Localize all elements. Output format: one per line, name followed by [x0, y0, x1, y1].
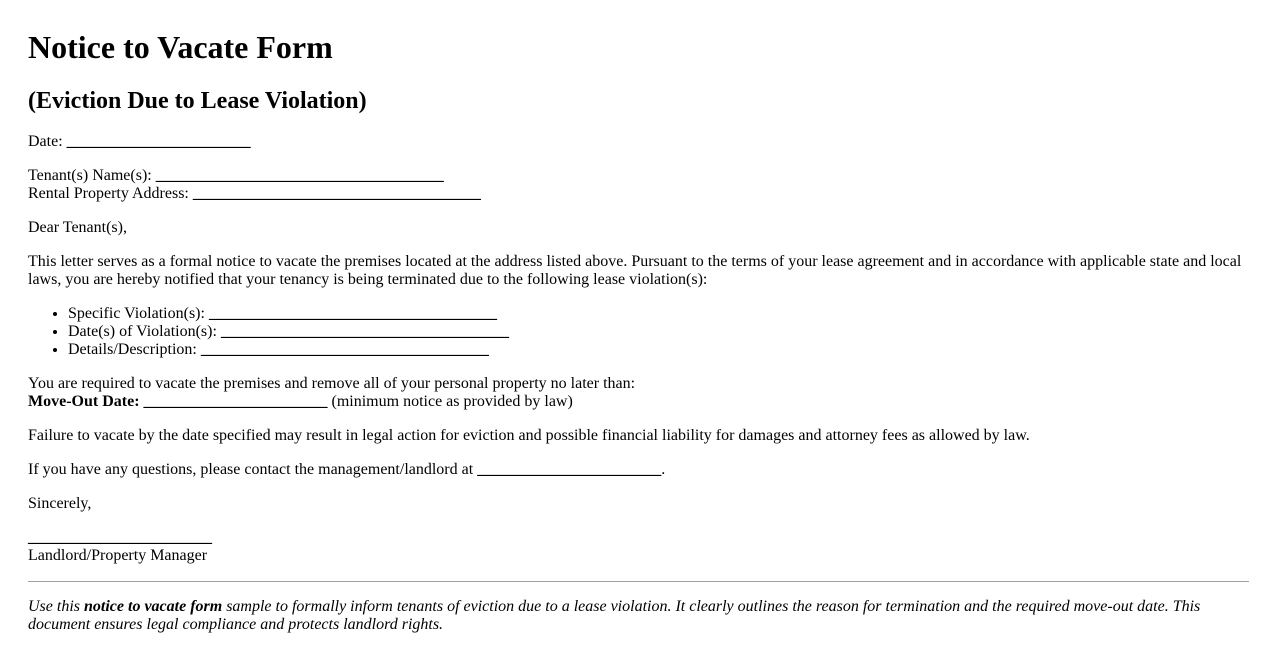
failure-paragraph: Failure to vacate by the date specified may result in legal action for eviction and possible financial liability for damages and attorney fees as allowed by law. [28, 427, 1030, 444]
contact-text: If you have any questions, please contact the management/landlord at [28, 461, 474, 478]
list-item [68, 323, 1250, 341]
tenant-label: Tenant(s) Name(s): [28, 167, 152, 184]
tenant-info [28, 167, 1250, 203]
signature-title: Landlord/Property Manager [28, 547, 208, 564]
footer-note [28, 598, 1250, 634]
details-blank: ____________________________________ [200, 341, 489, 358]
date-line [28, 133, 1250, 151]
violation-blank: ____________________________________ [208, 305, 497, 322]
move-out-note: (minimum notice as provided by law) [331, 393, 573, 410]
violation-label: Specific Violation(s): [68, 305, 205, 322]
page-title: Notice to Vacate Form [28, 29, 333, 65]
move-out-intro: You are required to vacate the premises and remove all of your personal property no later than: [28, 375, 636, 392]
list-item [68, 341, 1250, 359]
intro-paragraph: This letter serves as a formal notice to vacate the premises located at the address listed above. Pursuant to the terms of your lease agreement and in accordance with applicable state and local laws, you are hereby notified that your tenancy is being terminated due to the following lease violation(s): [28, 253, 1242, 288]
contact-end: . [661, 461, 666, 478]
violation-date-label: Date(s) of Violation(s): [68, 323, 217, 340]
date-label: Date: [28, 133, 63, 150]
tenant-blank: ____________________________________ [155, 167, 444, 184]
move-out-section [28, 375, 1250, 411]
list-item [68, 305, 1250, 323]
move-out-label: Move-Out Date: [28, 393, 140, 410]
closing: Sincerely, [28, 495, 92, 512]
footer-note-suffix: sample to formally inform tenants of eviction due to a lease violation. It clearly outlines the reason for termination and the required move-out date. This document ensures legal compliance and protects landlord rights. [28, 598, 1201, 633]
divider [28, 581, 1249, 582]
move-out-blank: _______________________ [143, 393, 328, 410]
salutation: Dear Tenant(s), [28, 219, 127, 236]
address-label: Rental Property Address: [28, 185, 189, 202]
contact-line [28, 461, 1250, 479]
address-blank: ____________________________________ [192, 185, 481, 202]
violation-date-blank: ____________________________________ [220, 323, 509, 340]
contact-blank: _______________________ [477, 461, 662, 478]
page-subtitle: (Eviction Due to Lease Violation) [28, 88, 367, 114]
details-label: Details/Description: [68, 341, 197, 358]
signature-block [28, 529, 1250, 565]
footer-note-prefix: Use this [28, 598, 84, 615]
date-blank: _______________________ [66, 133, 251, 150]
signature-blank: _______________________ [28, 529, 212, 546]
footer-note-bold: notice to vacate form [84, 598, 223, 615]
violations-list [28, 305, 1250, 359]
